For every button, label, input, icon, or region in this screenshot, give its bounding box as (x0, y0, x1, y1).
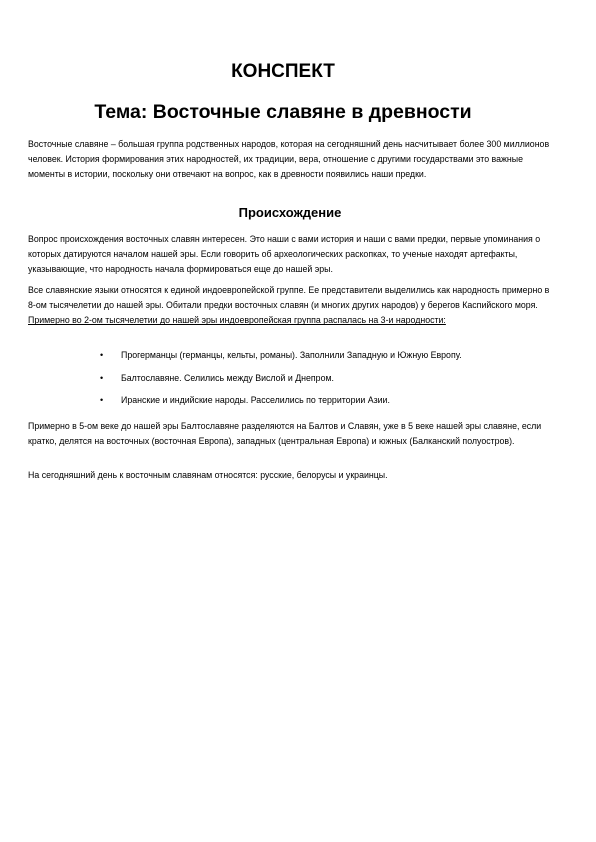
intro-paragraph: Восточные славяне – большая группа родственных народов, которая на сегодняшний день насчитывает более 300 миллионов человек. История формирования этих народностей, их традиции, вера, отношение с другими государствами это важные моменты в истории, поскольку они отвечают на вопрос, как в древности появились наши предки. (28, 139, 550, 180)
list-item (100, 348, 540, 371)
list-item-text: Прогерманцы (германцы, кельты, романы). Заполнили Западную и Южную Европу. (121, 350, 462, 360)
list-item-text: Балтославяне. Селились между Вислой и Днепром. (121, 372, 334, 383)
paragraph-indo-european-underlined: Примерно во 2-ом тысячелетии до нашей эры индоевропейская группа распалась на 3-и народности: (28, 315, 446, 326)
paragraph-indo-european (28, 283, 556, 329)
bullet-icon: • (100, 372, 104, 383)
document-topic: Тема: Восточные славяне в древности (94, 101, 472, 123)
document-title: КОНСПЕКТ (231, 61, 335, 82)
bullet-icon: • (100, 395, 104, 405)
paragraph-origin-question: Вопрос происхождения восточных славян интересен. Это наши с вами история и наши с вами предки, первые упоминания о которых датируются началом нашей эры. Если говорить об археологических раскопках, то ученые находят артефакты, указывающие, что народность начала формироваться еще до нашей эры. (28, 234, 541, 275)
list-item (100, 371, 540, 394)
list-item (100, 393, 540, 416)
list-item-text: Иранские и индийские народы. Расселились по территории Азии. (121, 395, 390, 405)
peoples-bullet-list (100, 348, 540, 416)
bullet-icon: • (100, 350, 104, 360)
paragraph-east-slavs-today: На сегодняшний день к восточным славянам относятся: русские, белорусы и украинцы. (28, 470, 388, 480)
paragraph-indo-european-text: Все славянские языки относятся к единой индоевропейской группе. Ее представители выделились как народность примерно в 8-ом тысячелетии до нашей эры. Обитали предки восточных славян (и многих других народов) у берегов Каспийского моря. (28, 285, 550, 311)
paragraph-baltoslavs: Примерно в 5-ом веке до нашей эры Балтославяне разделяются на Балтов и Славян, уже в 5 веке нашей эры славяне, если кратко, делятся на восточных (восточная Европа), западных (центральная Европа) и южных (Балканский полуостров). (28, 421, 542, 447)
section-heading-origin: Происхождение (238, 205, 342, 220)
